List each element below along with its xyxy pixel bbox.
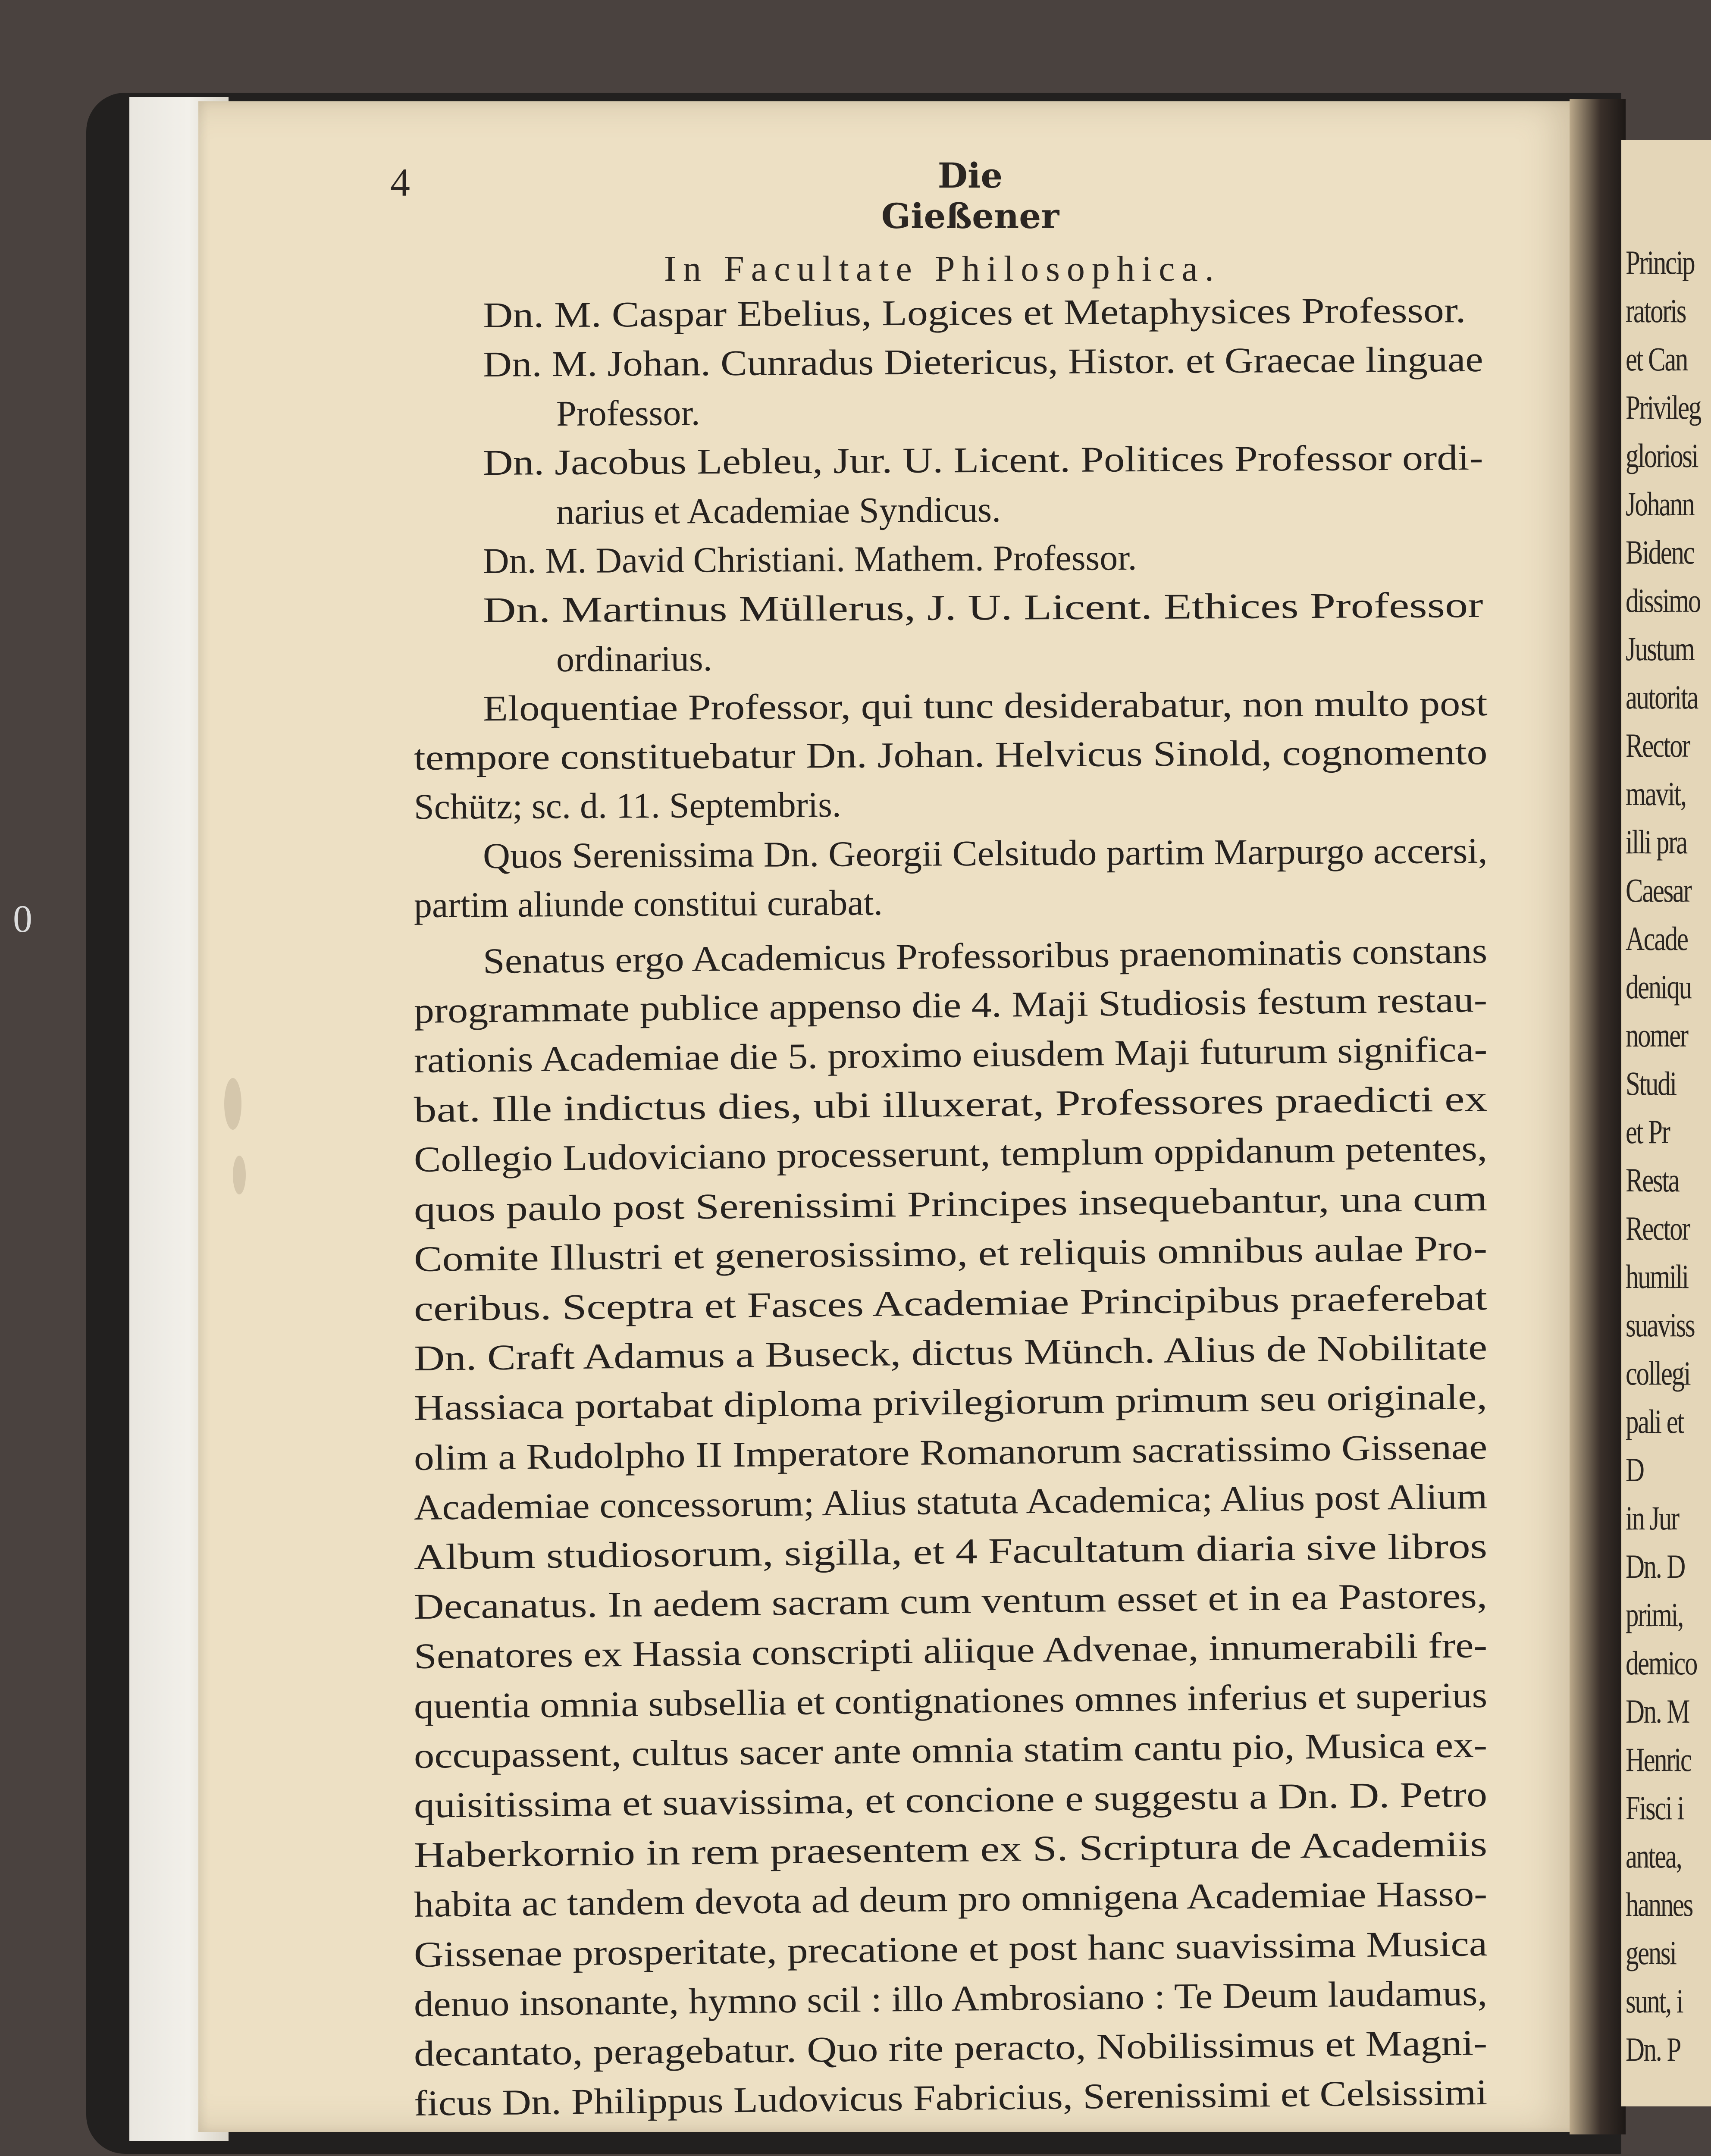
text-line: rationis Academiae die 5. proximo eiusdem Maji futurum significa-: [414, 1029, 1488, 1081]
page-number: 4: [390, 160, 410, 204]
text-line: tempore constituebatur Dn. Johan. Helvicus Sinold, cognomento: [414, 732, 1488, 778]
facing-page-word: Dn. P: [1626, 2031, 1680, 2068]
facing-page-word: nomer: [1626, 1016, 1688, 1054]
facing-page-word: collegi: [1626, 1354, 1690, 1392]
facing-page-word: D: [1626, 1451, 1644, 1489]
text-line: Academiae concessorum; Alius statuta Academica; Alius post Alium: [414, 1476, 1488, 1528]
facing-page-word: deniqu: [1626, 968, 1691, 1006]
facing-page-word: primi,: [1626, 1596, 1683, 1633]
text-line: Decanatus. In aedem sacram cum ventum esset et in ea Pastores,: [414, 1576, 1488, 1627]
text-line: Senatus ergo Academicus Professoribus praenominatis constans: [483, 931, 1488, 981]
facing-page-word: dissimo: [1626, 582, 1700, 619]
text-line: Comite Illustri et generosissimo, et reliquis omnibus aulae Pro-: [414, 1228, 1488, 1279]
edge-mark: 0: [13, 898, 32, 940]
facing-page-fragment: [1621, 140, 1711, 2106]
facing-page-word: Johann: [1626, 485, 1694, 523]
facing-page-word: Rector: [1626, 1210, 1690, 1247]
facing-page-word: Caesar: [1626, 871, 1691, 909]
facing-page-word: sunt, i: [1626, 1982, 1683, 2020]
facing-page-word: mavit,: [1626, 775, 1686, 812]
text-line: olim a Rudolpho II Imperatore Romanorum sacratissimo Gissenae: [414, 1426, 1488, 1478]
paper-blemish: [233, 1156, 246, 1194]
facing-page-word: Princip: [1626, 244, 1695, 281]
text-line: Gissenae prosperitate, precatione et post hanc suavissima Musica: [414, 1923, 1488, 1975]
facing-page-word: Rector: [1626, 727, 1690, 764]
facing-page-word: humili: [1626, 1258, 1688, 1295]
text-line: Quos Serenissima Dn. Georgii Celsitudo partim Marpurgo accersi,: [483, 830, 1488, 876]
text-line: decantato, peragebatur. Quo rite peracto, Nobilissimus et Magni-: [414, 2022, 1488, 2074]
facing-page-word: Dn. M: [1626, 1692, 1689, 1730]
text-line: Album studiosorum, sigilla, et 4 Facultatum diaria sive libros: [414, 1526, 1488, 1577]
book-gutter: [1570, 99, 1626, 2134]
facing-page-word: Dn. D: [1626, 1548, 1685, 1585]
text-line: programmate publice appenso die 4. Maji Studiosis festum restau-: [414, 979, 1488, 1031]
facing-page-word: Acade: [1626, 920, 1688, 957]
facing-page-word: hannes: [1626, 1886, 1692, 1923]
text-line: Dn. Craft Adamus a Buseck, dictus Münch. Alius de Nobilitate: [414, 1327, 1488, 1379]
text-line: quentia omnia subsellia et contignationes omnes inferius et superius: [414, 1675, 1488, 1727]
text-line: Dn. Jacobus Lebleu, Jur. U. Licent. Politices Professor ordi-: [483, 437, 1483, 483]
text-line: Collegio Ludoviciano processerunt, templum oppidanum petentes,: [414, 1128, 1488, 1180]
text-line: Professor.: [556, 393, 700, 434]
text-line: Haberkornio in rem praesentem ex S. Scriptura de Academiis: [414, 1824, 1488, 1876]
text-line: bat. Ille indictus dies, ubi illuxerat, Professores praedicti ex: [414, 1079, 1488, 1131]
text-line: Dn. M. Johan. Cunradus Dietericus, Histor. et Graecae linguae: [483, 339, 1483, 385]
text-line: quos paulo post Serenissimi Principes insequebantur, una cum: [414, 1178, 1488, 1230]
running-head: Die Gießener: [881, 155, 1059, 236]
facing-page-word: Justum: [1626, 630, 1694, 667]
facing-page-word: antea,: [1626, 1837, 1682, 1875]
text-line: quisitissima et suavissima, et concione e suggestu a Dn. D. Petro: [414, 1774, 1488, 1826]
text-line: Senatores ex Hassia conscripti aliique Advenae, innumerabili fre-: [414, 1625, 1488, 1677]
facing-page-word: demico: [1626, 1644, 1697, 1682]
text-line: Dn. M. David Christiani. Mathem. Professor.: [483, 538, 1137, 581]
text-line: ceribus. Sceptra et Fasces Academiae Principibus praeferebat: [414, 1277, 1488, 1329]
facing-page-word: gloriosi: [1626, 437, 1698, 474]
text-line: narius et Academiae Syndicus.: [556, 489, 1001, 532]
facing-page-word: in Jur: [1626, 1499, 1679, 1537]
facing-page-word: gensi: [1626, 1934, 1676, 1971]
section-heading: In Facultate Philosophica.: [664, 249, 1221, 289]
facing-page-word: suaviss: [1626, 1306, 1695, 1344]
facing-page-word: Henric: [1626, 1741, 1691, 1778]
facing-page-word: Resta: [1626, 1161, 1679, 1199]
text-line: occupassent, cultus sacer ante omnia statim cantu pio, Musica ex-: [414, 1724, 1488, 1776]
facing-page-word: Fisci i: [1626, 1789, 1684, 1827]
text-line: Dn. M. Caspar Ebelius, Logices et Metaphysices Professor.: [483, 290, 1466, 335]
text-line: Hassiaca portabat diploma privilegiorum primum seu originale,: [414, 1377, 1488, 1429]
facing-page-word: Bidenc: [1626, 533, 1694, 571]
text-line: Eloquentiae Professor, qui tunc desiderabatur, non multo post: [483, 683, 1488, 729]
facing-page-word: illi pra: [1626, 823, 1687, 861]
facing-page-word: Privileg: [1626, 389, 1701, 426]
text-line: denuo insonante, hymno scil : illo Ambrosiano : Te Deum laudamus,: [414, 1973, 1488, 2024]
facing-page-word: pali et: [1626, 1403, 1683, 1440]
text-line: partim aliunde constitui curabat.: [414, 883, 883, 925]
paper-blemish: [224, 1078, 241, 1130]
facing-page-word: et Pr: [1626, 1113, 1670, 1150]
text-line: habita ac tandem devota ad deum pro omnigena Academiae Hasso-: [414, 1874, 1488, 1925]
text-line: ordinarius.: [556, 639, 712, 680]
facing-page-word: autorita: [1626, 678, 1698, 716]
facing-page-word: ratoris: [1626, 292, 1686, 329]
text-line: Dn. Martinus Müllerus, J. U. Licent. Ethices Professor: [483, 585, 1483, 630]
text-line: ficus Dn. Philippus Ludovicus Fabricius, Serenissimi et Celsissimi: [414, 2072, 1488, 2124]
text-line: Schütz; sc. d. 11. Septembris.: [414, 784, 842, 827]
facing-page-word: et Can: [1626, 340, 1688, 378]
facing-page-word: Studi: [1626, 1065, 1676, 1102]
